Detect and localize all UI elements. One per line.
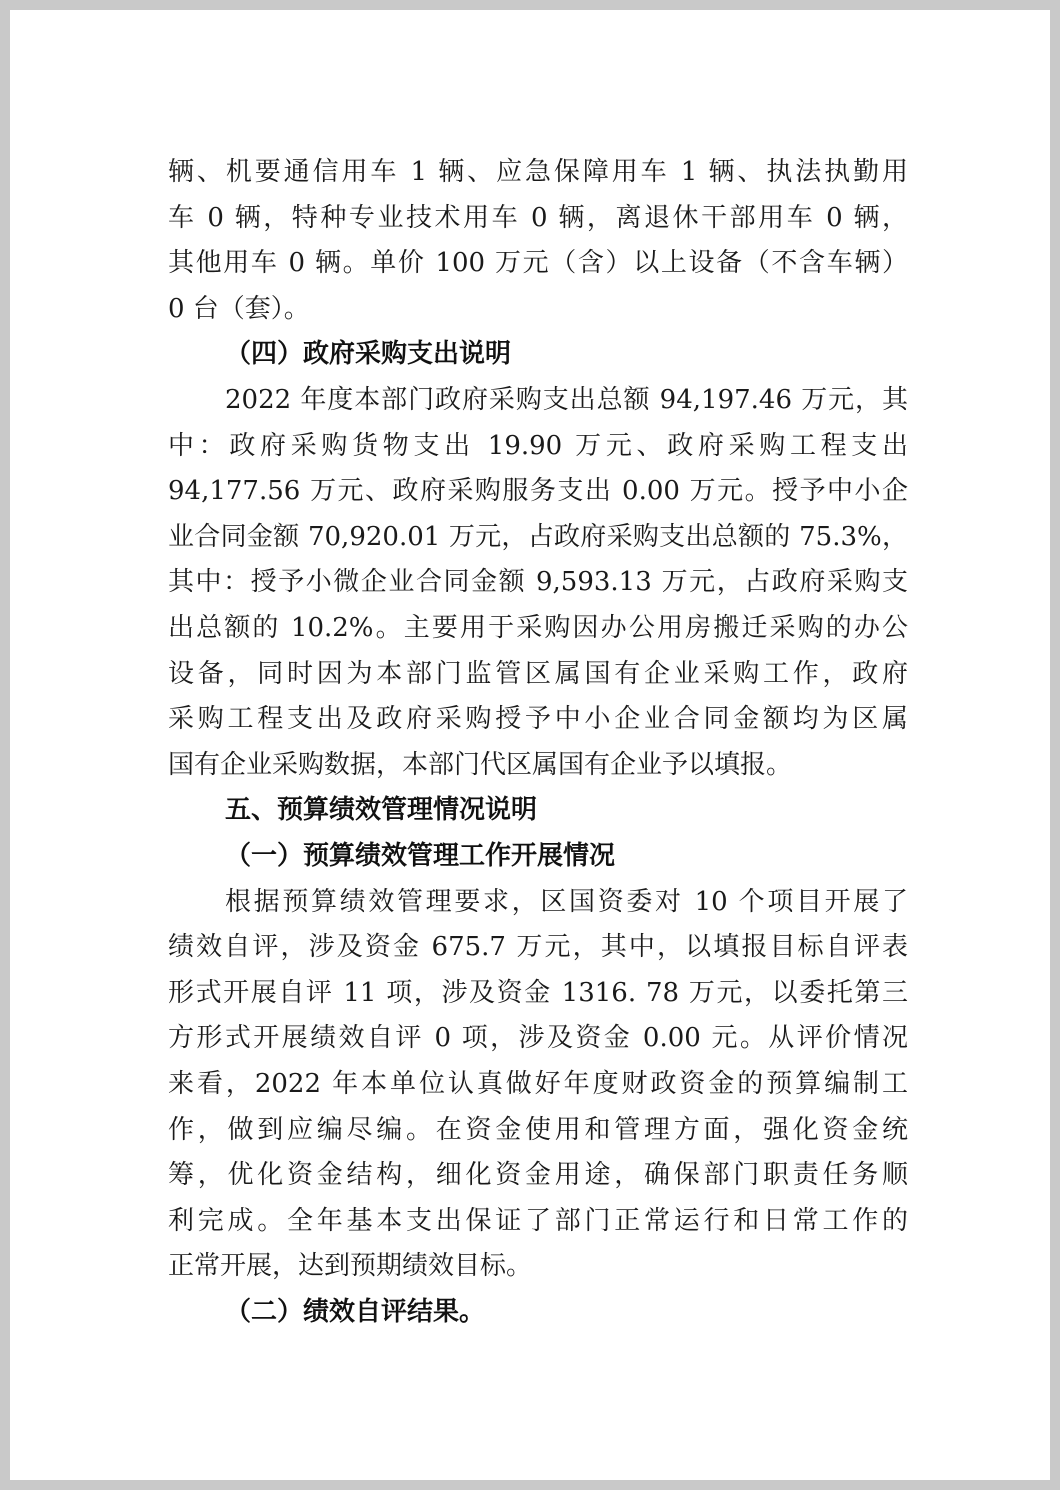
para2-line-6: 出总额的 10.2%。主要用于采购因办公用房搬迁采购的办公: [168, 613, 908, 643]
para2-line-1: 2022 年度本部门政府采购支出总额 94,197.46 万元，其: [225, 385, 908, 415]
para3-line-6: 作，做到应编尽编。在资金使用和管理方面，强化资金统: [168, 1114, 908, 1145]
para1-line-2: 车 0 辆，特种专业技术用车 0 辆，离退休干部用车 0 辆，: [168, 202, 908, 233]
para1-line-4: 0 台（套）。: [168, 293, 310, 324]
document-page: [10, 10, 1050, 1480]
para3-line-2: 绩效自评，涉及资金 675.7 万元，其中，以填报目标自评表: [168, 932, 908, 963]
section-heading-4: （四）政府采购支出说明: [225, 339, 512, 370]
para3-line-3: 形式开展自评 11 项，涉及资金 1316. 78 万元，以委托第三: [168, 977, 908, 1008]
para2-line-5: 其中：授予小微企业合同金额 9,593.13 万元，占政府采购支: [168, 567, 908, 598]
section-heading-5-1: （一）预算绩效管理工作开展情况: [225, 841, 616, 871]
para2-line-4: 业合同金额 70,920.01 万元，占政府采购支出总额的 75.3%，: [168, 521, 908, 552]
para1-line-3: 其他用车 0 辆。单价 100 万元（含）以上设备（不含车辆）: [168, 248, 908, 279]
para2-line-3: 94,177.56 万元、政府采购服务支出 0.00 万元。授予中小企: [168, 476, 908, 507]
section-heading-5-2: （二）绩效自评结果。: [225, 1297, 486, 1327]
para3-line-8: 利完成。全年基本支出保证了部门正常运行和日常工作的: [168, 1205, 908, 1236]
para2-line-7: 设备，同时因为本部门监管区属国有企业采购工作，政府: [168, 658, 908, 689]
para2-line-2: 中：政府采购货物支出 19.90 万元、政府采购工程支出: [168, 430, 908, 461]
para3-line-1: 根据预算绩效管理要求，区国资委对 10 个项目开展了: [225, 886, 908, 917]
section-heading-5: 五、预算绩效管理情况说明: [225, 795, 538, 826]
para2-line-9: 国有企业采购数据，本部门代区属国有企业予以填报。: [168, 749, 793, 780]
para3-line-9: 正常开展，达到预期绩效目标。: [168, 1251, 533, 1282]
para3-line-7: 筹，优化资金结构，细化资金用途，确保部门职责任务顺: [168, 1160, 908, 1191]
para3-line-5: 来看，2022 年本单位认真做好年度财政资金的预算编制工: [168, 1069, 908, 1099]
para1-line-1: 辆、机要通信用车 1 辆、应急保障用车 1 辆、执法执勤用: [168, 157, 908, 187]
para3-line-4: 方形式开展绩效自评 0 项，涉及资金 0.00 元。从评价情况: [168, 1023, 908, 1054]
para2-line-8: 采购工程支出及政府采购授予中小企业合同金额均为区属: [168, 704, 908, 735]
